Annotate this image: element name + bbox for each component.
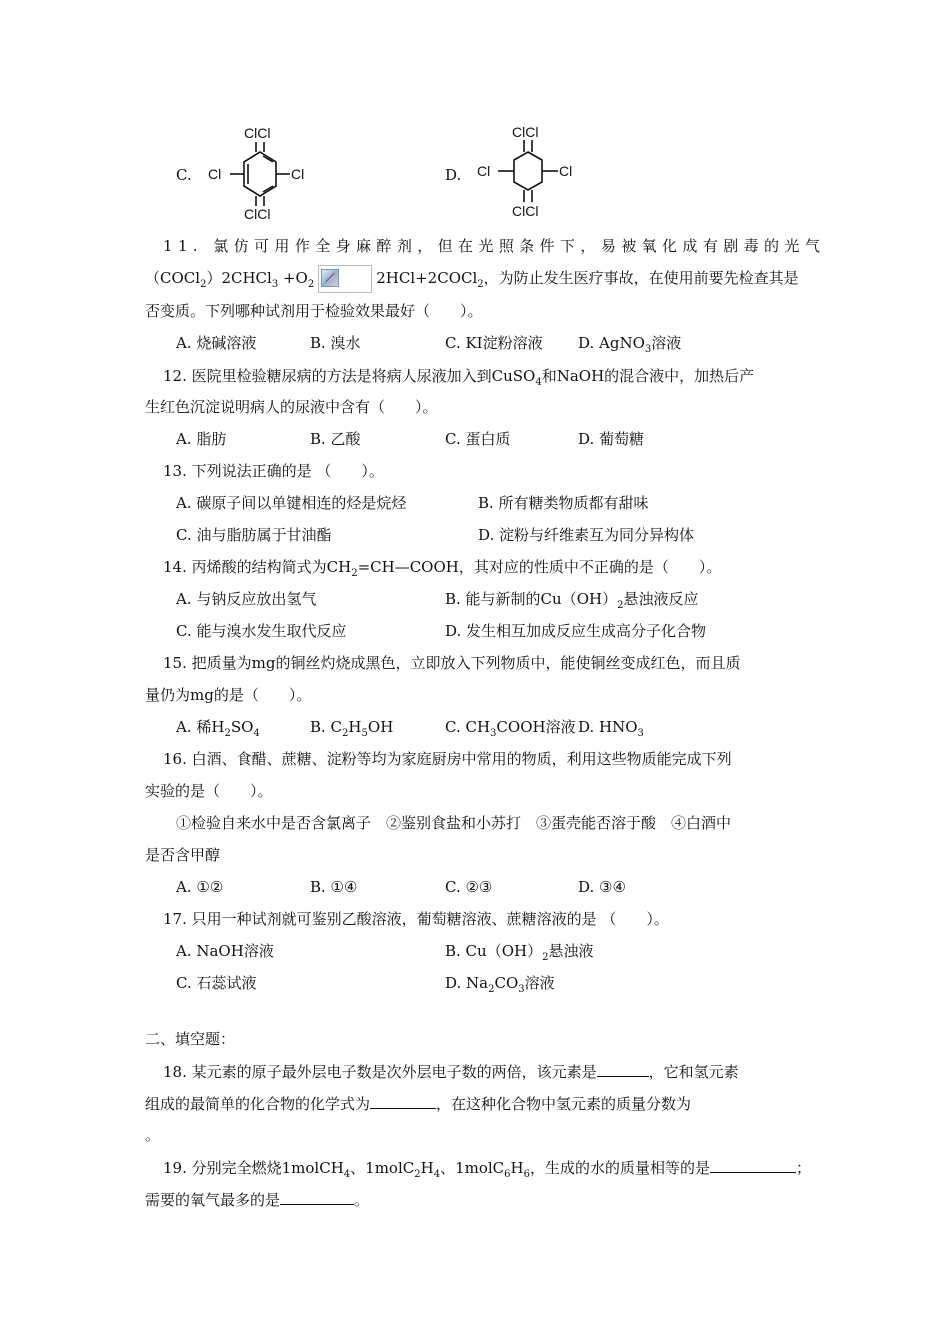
left-cl-label: Cl: [477, 163, 491, 179]
right-cl-label: Cl: [559, 163, 573, 179]
top-cl-label: ClCl: [512, 124, 539, 140]
q12-option-d: D. 葡萄糖: [578, 430, 645, 448]
q13-option-a: A. 碳原子间以单键相连的烃是烷烃: [176, 494, 407, 512]
q16-line4: 是否含甲醇: [145, 846, 221, 864]
answer-blank[interactable]: [280, 1189, 354, 1205]
q17-option-c: C. 石蕊试液: [176, 974, 257, 992]
top-cl-label: ClCl: [244, 125, 271, 141]
q13-option-c: C. 油与脂肪属于甘油酯: [176, 526, 332, 544]
q16-option-c: C. ②③: [445, 878, 493, 896]
q17-option-b: B. $Cu(OH)_2$悬浊液: [445, 942, 594, 963]
right-cl-label: Cl: [291, 166, 305, 182]
q17-option-d: D. $Na_2CO_3$溶液: [445, 974, 555, 995]
q16-option-b: B. ①④: [310, 878, 358, 896]
q17-line1: 17. 只用一种试剂就可鉴别乙酸溶液，葡萄糖溶液、蔗糖溶液的是 （ ）。: [163, 910, 669, 928]
answer-blank[interactable]: [710, 1157, 796, 1173]
q12-option-c: C. 蛋白质: [445, 430, 511, 448]
q12-line1: 12. 医院里检验糖尿病的方法是将病人尿液加入到CuSO$_4$和NaOH的混合液中，加热后产: [163, 367, 755, 388]
structure-c-diagram: [200, 124, 320, 222]
q15-option-b: B. $C_2H_5OH$: [310, 718, 394, 739]
q11-option-a: A. 烧碱溶液: [176, 334, 257, 352]
answer-blank[interactable]: [370, 1093, 436, 1109]
structure-d-diagram: [470, 120, 590, 222]
q19-line1: 19. 分别完全燃烧1molCH$_4$、$1molC_2H_4$、$1molC_6H_6$，生成的水的质量相等的是 ；: [163, 1159, 812, 1180]
q18-line2: 组成的最简单的化合物的化学式为 ，在这种化合物中氢元素的质量分数为: [145, 1095, 692, 1113]
q15-option-c: C. $CH_3COOH$溶液: [445, 718, 576, 739]
q18-line1: 18. 某元素的原子最外层电子数是次外层电子数的两倍，该元素是 ，它和氢元素: [163, 1063, 739, 1081]
q15-option-a: A. 稀$H_2SO_4$: [176, 718, 260, 739]
option-d-label: D.: [445, 166, 462, 184]
q11-line1: 11. 氯仿可用作全身麻醉剂，但在光照条件下，易被氧化成有剧毒的光气: [163, 237, 826, 255]
q12-option-b: B. 乙酸: [310, 430, 361, 448]
q11-line3: 否变质。下列哪种试剂用于检验效果最好（ ）。: [145, 302, 483, 320]
q14-option-b: B. 能与新制的$Cu(OH)_2$悬浊液反应: [445, 590, 699, 611]
q13-option-d: D. 淀粉与纤维素互为同分异构体: [478, 526, 695, 544]
q12-option-a: A. 脂肪: [176, 430, 227, 448]
q16-line2: 实验的是（ ）。: [145, 782, 273, 800]
q11-line2: （COCl$_2$）2CHCl$_3$ $+O_2$ 2HCl+2COCl$_2$，为防止发生医疗事故，在使用前要先检查其是: [145, 265, 799, 295]
q15-line1: 15. 把质量为mg的铜丝灼烧成黑色，立即放入下列物质中，能使铜丝变成红色，而且质: [163, 654, 741, 672]
bottom-cl-label: ClCl: [244, 206, 271, 222]
left-cl-label: Cl: [208, 166, 222, 182]
q14-option-a: A. 与钠反应放出氢气: [176, 590, 317, 608]
q16-option-a: A. ①②: [176, 878, 224, 896]
q15-option-d: D. $HNO_3$: [578, 718, 644, 739]
section-title: 二、填空题：: [145, 1030, 236, 1048]
q14-line1: 14. 丙烯酸的结构简式为$CH_2=CH—COOH$，其对应的性质中不正确的是（ ）。: [163, 558, 722, 579]
q12-line2: 生红色沉淀说明病人的尿液中含有（ ）。: [145, 398, 438, 416]
q16-option-d: D. ③④: [578, 878, 626, 896]
q18-line3: 。: [145, 1126, 161, 1144]
answer-blank[interactable]: [597, 1061, 649, 1077]
q19-line2: 需要的氧气最多的是 。: [145, 1191, 370, 1209]
q11-option-b: B. 溴水: [310, 334, 361, 352]
cyclohexane-ring: [514, 152, 542, 190]
q14-option-d: D. 发生相互加成反应生成高分子化合物: [445, 622, 707, 640]
q16-line3: ①检验自来水中是否含氯离子 ②鉴别食盐和小苏打 ③蛋壳能否溶于酸 ④白酒中: [176, 814, 732, 832]
q11-option-c: C. KI淀粉溶液: [445, 334, 543, 352]
q16-line1: 16. 白酒、食醋、蔗糖、淀粉等均为家庭厨房中常用的物质，利用这些物质能完成下列: [163, 750, 732, 768]
q13-option-b: B. 所有糖类物质都有甜味: [478, 494, 649, 512]
option-c-label: C.: [176, 166, 192, 184]
benzene-ring: [244, 152, 276, 196]
q15-line2: 量仍为mg的是（ ）。: [145, 686, 312, 704]
q13-line1: 13. 下列说法正确的是 （ ）。: [163, 462, 384, 480]
broken-image-icon: [318, 265, 372, 293]
q14-option-c: C. 能与溴水发生取代反应: [176, 622, 347, 640]
q11-option-d: D. AgNO$_3$溶液: [578, 334, 682, 355]
q17-option-a: A. NaOH溶液: [176, 942, 274, 960]
bottom-cl-label: ClCl: [512, 203, 539, 219]
